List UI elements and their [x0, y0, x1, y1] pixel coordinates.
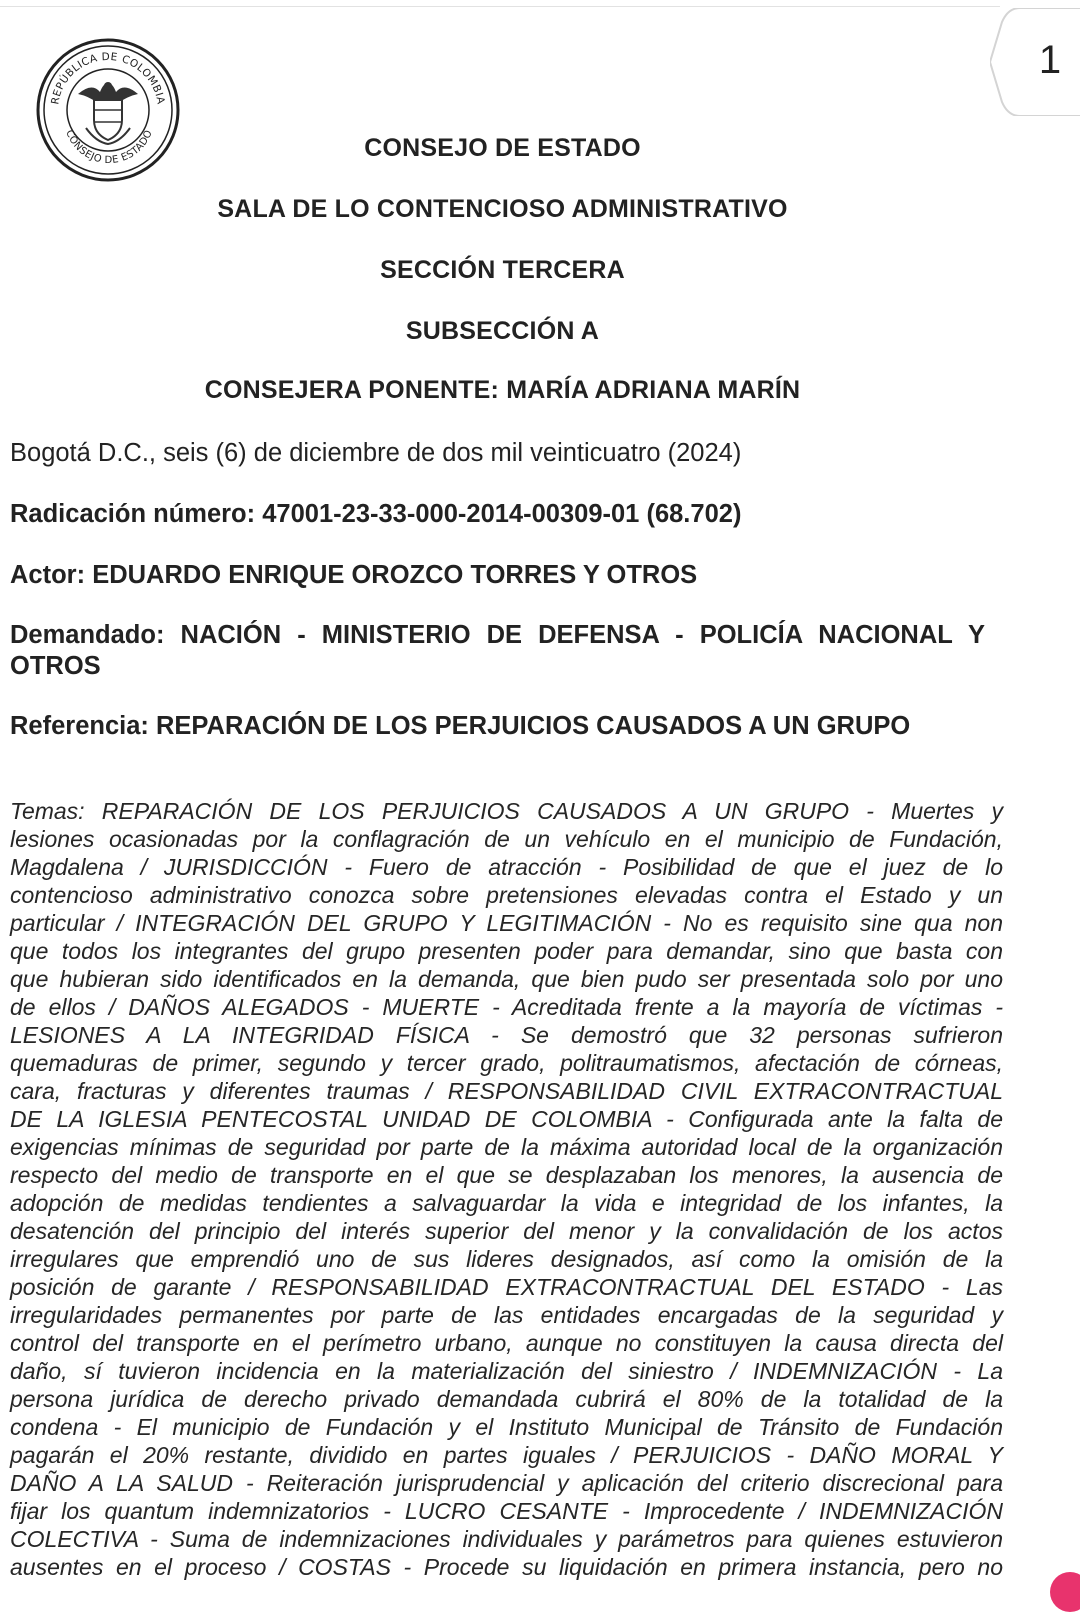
radicacion-label: Radicación número: [10, 500, 256, 528]
topics-line: particular / INTEGRACIÓN DEL GRUPO Y LEGITIMACIÓN - No es requisito sine qua non [10, 910, 1003, 936]
topics-line: exigencias mínimas de seguridad por parte de la máxima autoridad local de la organización [10, 1134, 1003, 1160]
topics-line: DE LA IGLESIA PENTECOSTAL UNIDAD DE COLOMBIA - Configurada ante la falta de [10, 1106, 1003, 1132]
topics-line: irregularidades permanentes por parte de las entidades encargadas de la seguridad y [10, 1302, 1003, 1328]
topics-line: LESIONES A LA INTEGRIDAD FÍSICA - Se demostró que 32 personas sufrieron [10, 1022, 1003, 1048]
demandado-value: NACIÓN - MINISTERIO DE DEFENSA - POLICÍA NACIONAL Y [180, 621, 985, 649]
seal-inner-text: CONSEJO DE ESTADO [63, 128, 155, 167]
referencia-label: Referencia: [10, 712, 149, 740]
topics-paragraph [10, 797, 1003, 1581]
referencia-value: REPARACIÓN DE LOS PERJUICIOS CAUSADOS A UN GRUPO [156, 712, 911, 740]
referencia-line [10, 710, 1000, 742]
topics-line: contencioso administrativo conozca sobre pretensiones elevadas contra el Estado y un [10, 882, 1003, 908]
topics-line: condena - El municipio de Fundación y el Instituto Municipal de Tránsito de Fundación [10, 1414, 1003, 1440]
seal-outer-text: REPÚBLICA DE COLOMBIA [49, 50, 167, 106]
actor-line [10, 559, 1000, 591]
demandado-label: Demandado: [10, 621, 165, 649]
radicacion-value: 47001-23-33-000-2014-00309-01 (68.702) [262, 500, 742, 528]
floating-action-button[interactable] [1050, 1572, 1080, 1612]
topics-line: que hubieran sido identificados en la demanda, que bien pudo ser presentada solo por uno [10, 966, 1003, 992]
topics-line: de ellos / DAÑOS ALEGADOS - MUERTE - Acreditada frente a la mayoría de víctimas - [10, 994, 1003, 1020]
topics-line: daño, sí tuvieron incidencia en la materialización del siniestro / INDEMNIZACIÓN - La [10, 1358, 1003, 1384]
topics-line: que todos los integrantes del grupo presenten poder para demandar, sino que basta con [10, 938, 1003, 964]
date-line: Bogotá D.C., seis (6) de diciembre de dos mil veinticuatro (2024) [10, 439, 742, 467]
topics-line: Temas: REPARACIÓN DE LOS PERJUICIOS CAUSADOS A UN GRUPO - Muertes y [10, 798, 1003, 824]
topics-line: desatención del principio del interés superior del menor y la convalidación de los actos [10, 1218, 1003, 1244]
top-divider [0, 6, 1000, 7]
court-chamber: SALA DE LO CONTENCIOSO ADMINISTRATIVO [217, 195, 788, 223]
topics-line: control del transporte en el perímetro urbano, aunque no constituyen la causa directa del [10, 1330, 1003, 1356]
demandado-line [10, 619, 985, 651]
topics-line: fijar los quantum indemnizatorios - LUCRO CESANTE - Improcedente / INDEMNIZACIÓN [10, 1498, 1003, 1524]
actor-value: EDUARDO ENRIQUE OROZCO TORRES Y OTROS [92, 561, 698, 589]
topics-line: Magdalena / JURISDICCIÓN - Fuero de atracción - Posibilidad de que el juez de lo [10, 854, 1003, 880]
page-number: 1 [1038, 38, 1062, 82]
topics-line: cara, fracturas y diferentes traumas / RESPONSABILIDAD CIVIL EXTRACONTRACTUAL [10, 1078, 1003, 1104]
topics-line: quemaduras de primer, segundo y tercer grado, politraumatismos, afectación de córneas, [10, 1050, 1003, 1076]
topics-line: ausentes en el proceso / COSTAS - Procede su liquidación en primera instancia, pero no [10, 1554, 1003, 1580]
topics-line: adopción de medidas tendientes a salvaguardar la vida e integridad de los infantes, la [10, 1190, 1003, 1216]
topics-line: DAÑO A LA SALUD - Reiteración jurisprudencial y aplicación del criterio discrecional para [10, 1470, 1003, 1496]
court-subsection: SUBSECCIÓN A [405, 317, 600, 345]
topics-line: COLECTIVA - Suma de indemnizaciones individuales y parámetros para quienes estuvieron [10, 1526, 1003, 1552]
radicacion-line [10, 498, 1000, 530]
topics-line: irregulares que emprendió uno de sus lideres designados, así como la omisión de la [10, 1246, 1003, 1272]
topics-line: persona jurídica de derecho privado demandada cubrirá el 80% de la totalidad de la [10, 1386, 1003, 1412]
actor-label: Actor: [10, 561, 86, 589]
topics-line: lesiones ocasionadas por la conflagración de un vehículo en el municipio de Fundación, [10, 826, 1003, 852]
topics-line: posición de garante / RESPONSABILIDAD EXTRACONTRACTUAL DEL ESTADO - Las [10, 1274, 1003, 1300]
topics-line: respecto del medio de transporte en el que se desplazaban los menores, la ausencia de [10, 1162, 1003, 1188]
demandado-line-cont: OTROS [10, 652, 101, 680]
court-section: SECCIÓN TERCERA [380, 256, 625, 284]
judge-rapporteur: CONSEJERA PONENTE: MARÍA ADRIANA MARÍN [204, 376, 801, 404]
court-name: CONSEJO DE ESTADO [364, 134, 641, 162]
topics-line: pagarán el 20% restante, dividido en partes iguales / PERJUICIOS - DAÑO MORAL Y [10, 1442, 1003, 1468]
